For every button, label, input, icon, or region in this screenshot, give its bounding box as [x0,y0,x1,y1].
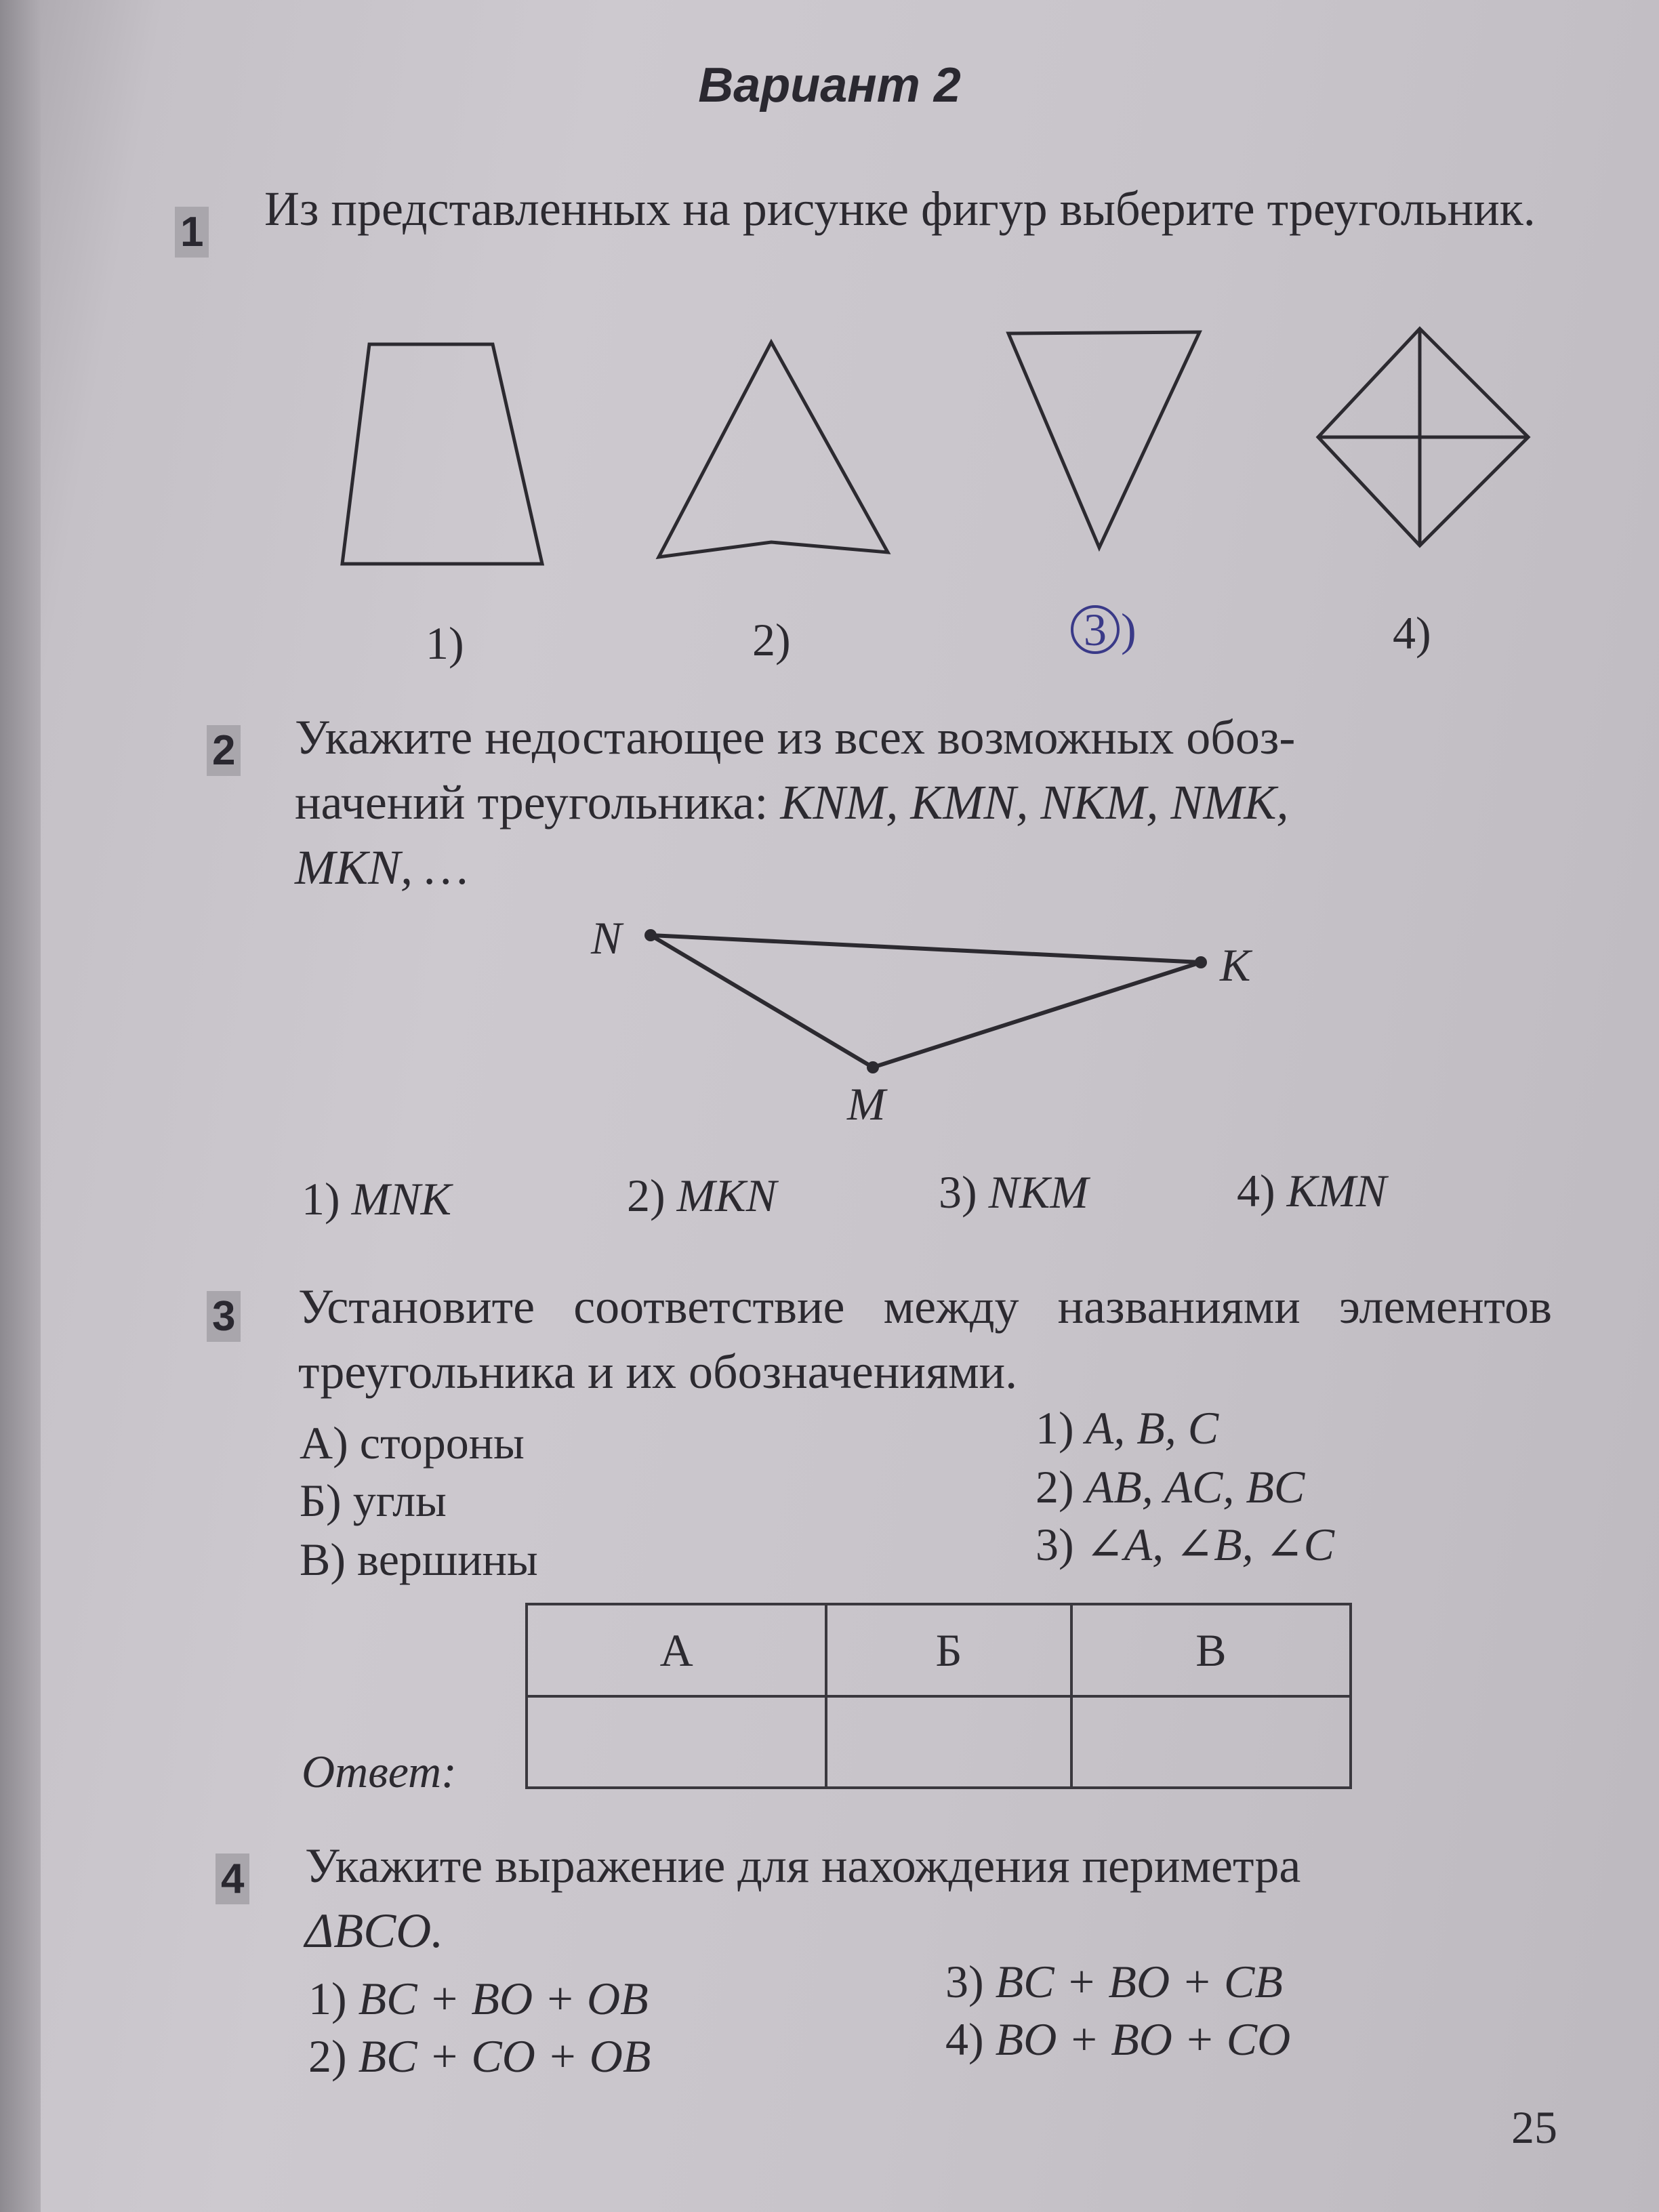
answer-table-header-row [527,1604,1351,1696]
answer-label: Ответ: [302,1746,457,1797]
q4-option-2: 2) BC + CO + OB [308,2030,651,2082]
answer-header-v: В [1071,1604,1351,1696]
answer-cell-v[interactable] [1071,1696,1351,1788]
question-3-number: 3 [207,1291,241,1342]
q3-right-item-1: 1) A, B, C [1036,1402,1219,1454]
q3-right-item-2: 2) AB, AC, BC [1036,1461,1305,1513]
q2-option-1: 1) MNK [302,1173,452,1225]
q2-option-3: 3) NKM [939,1166,1089,1218]
vertex-n-label: N [591,912,622,964]
page-title: Вариант 2 [698,58,961,112]
vertex-k-label: K [1220,939,1251,991]
question-1-number: 1 [175,207,209,258]
q1-option-4-label: 4) [1393,607,1431,659]
q3-left-item-b: Б) углы [300,1475,447,1526]
vertex-m-label: M [847,1078,886,1130]
question-3-text: Установите соответствие между названиями элементов треугольника и их обозначениями. [298,1279,1552,1399]
answer-header-a: А [527,1604,826,1696]
answer-cell-b[interactable] [826,1696,1071,1788]
q2-option-4: 4) KMN [1237,1165,1387,1216]
concave-triangle-icon [659,342,888,557]
inverted-triangle-icon [1008,332,1200,548]
question-2-number: 2 [207,725,241,776]
rhombus-with-diagonals-icon [1318,329,1528,546]
q4-option-4: 4) BO + BO + CO [945,2013,1291,2065]
q3-right-item-3: 3) ∠A, ∠B, ∠C [1036,1519,1335,1570]
answer-cell-a[interactable] [527,1696,826,1788]
answer-table-input-row [527,1696,1351,1788]
q1-option-2-label: 2) [752,614,791,665]
question-2-text: Укажите недостающее из всех возможных обоз- начений треугольника: KNM, KMN, NKM, NMK, MKN, … [295,710,1296,895]
question-1-text: Из представленных на рисунке фигур выберите треугольник. [264,182,1536,236]
q3-left-item-a: А) стороны [300,1417,525,1469]
q1-option-3-label: 3 ) [1071,603,1136,657]
q3-left-item-v: В) вершины [300,1534,538,1585]
page-number: 25 [1511,2102,1557,2153]
answer-header-b: Б [826,1604,1071,1696]
q4-option-3: 3) BC + BO + CB [945,1956,1283,2007]
answer-table [525,1603,1352,1789]
q2-option-2: 2) MKN [627,1170,777,1221]
given-names: KNM, KMN, NKM, NMK, [780,775,1289,830]
question-4-text: Укажите выражение для нахождения периметра ΔBCO. [305,1839,1301,1958]
q1-option-1-label: 1) [426,617,464,669]
q4-option-1: 1) BC + BO + OB [308,1973,649,2024]
vertex-m-point [867,1061,879,1073]
vertex-k-point [1195,956,1207,968]
vertex-n-point [644,929,657,941]
trapezoid-icon [342,344,542,564]
question-4-number: 4 [216,1853,249,1904]
triangle-nkm-diagram [644,929,1207,1073]
answer-circle-mark: 3 [1071,605,1120,654]
